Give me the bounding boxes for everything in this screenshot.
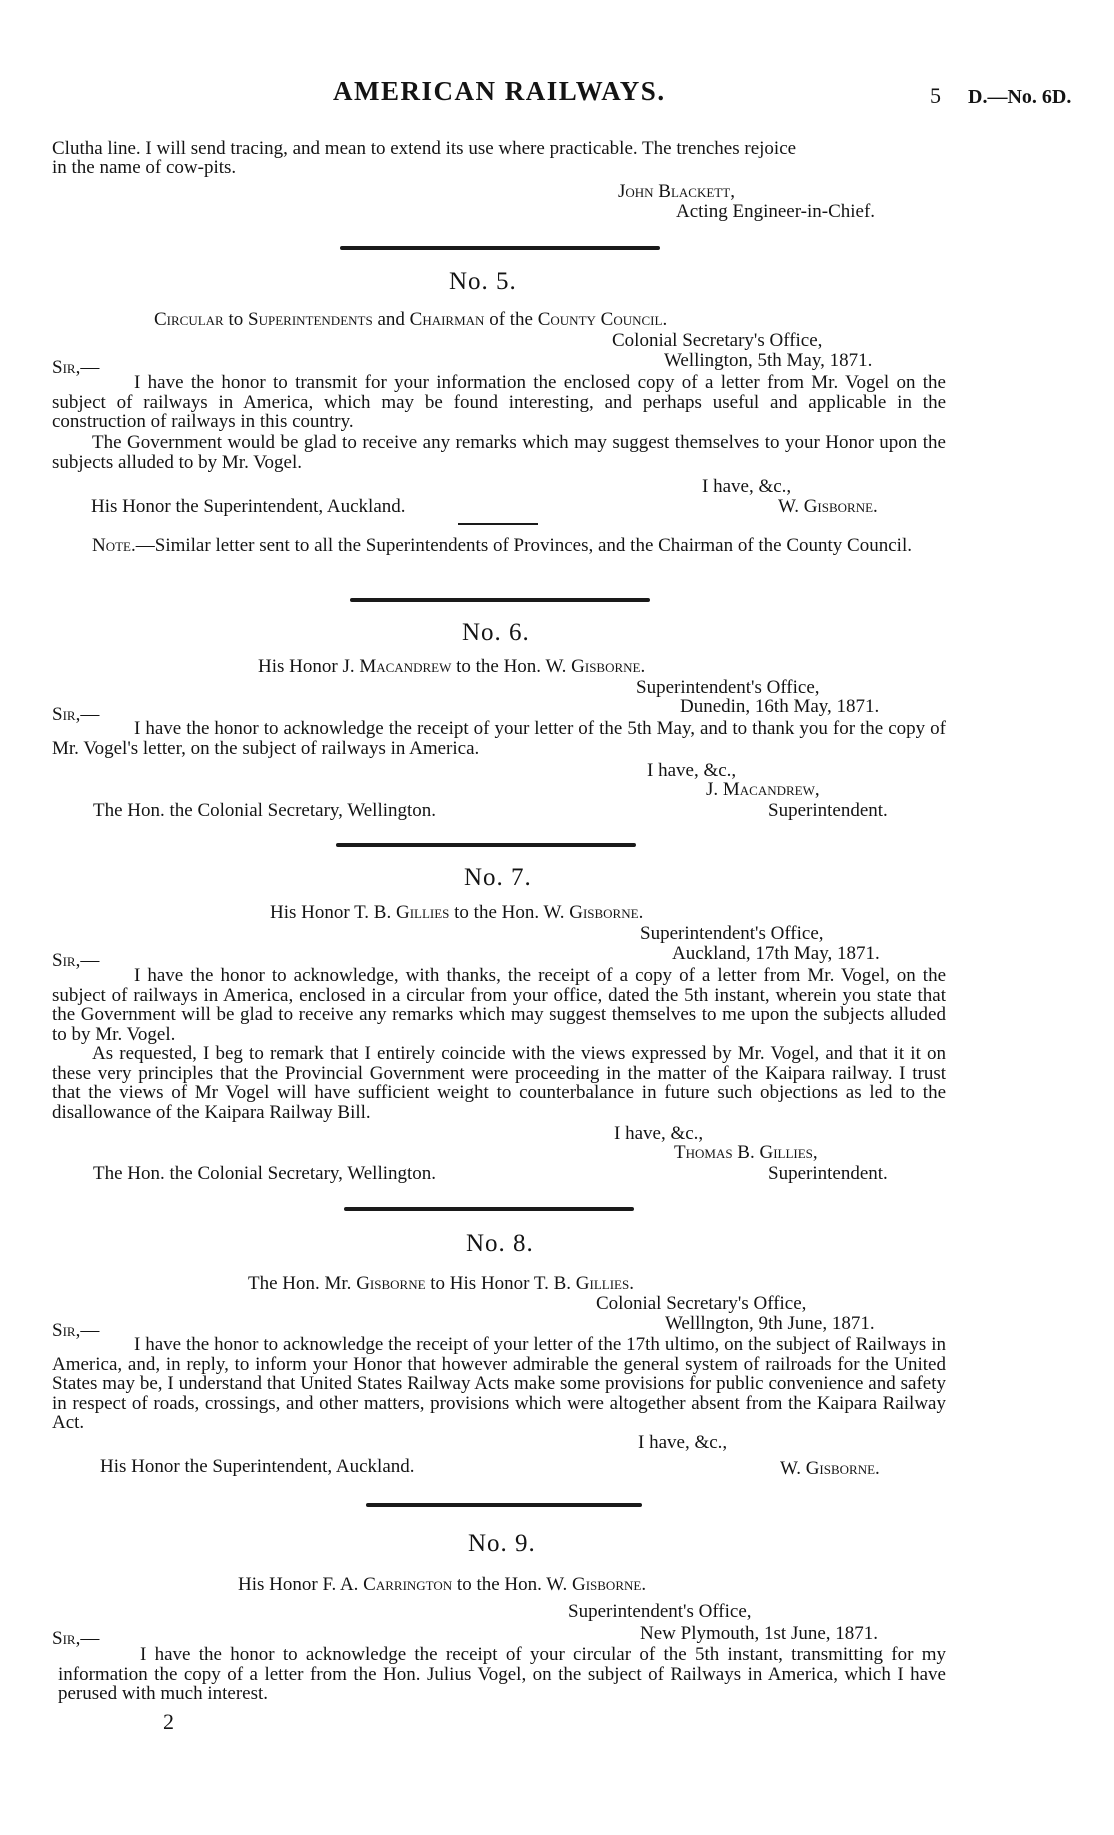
page-title: AMERICAN RAILWAYS.	[333, 76, 666, 106]
note-divider	[458, 523, 538, 525]
letter-paragraph: I have the honor to acknowledge the receipt of your circular of the 5th instant, transmitting for my information the copy of a letter from the Hon. Julius Vogel, on the subject of Railways in America, which I have perused with much interest.	[58, 1644, 946, 1704]
signatory: John Blackett,	[618, 181, 735, 202]
letter-heading: No. 5.	[449, 268, 517, 295]
sender-office: Superintendent's Office,	[640, 923, 824, 944]
salutation: Sir,—	[52, 357, 100, 378]
salutation: Sir,—	[52, 1628, 100, 1649]
closing: I have, &c.,	[614, 1123, 704, 1144]
sender-office: Superintendent's Office,	[568, 1601, 752, 1622]
addressee: The Hon. the Colonial Secretary, Wellington.	[93, 1163, 437, 1184]
section-divider	[350, 598, 650, 602]
letter-heading: No. 8.	[466, 1230, 534, 1257]
letter-paragraph: As requested, I beg to remark that I entirely coincide with the views expressed by Mr. Vogel, and that it it on these very principles that the Provincial Government were proceeding in the matter of the Kaipara railway. I trust that the views of Mr Vogel will have sufficient weight to counterbalance in future such objections as led to the disallowance of the Kaipara Railway Bill.	[52, 1043, 946, 1123]
signatory-title: Superintendent.	[768, 800, 888, 821]
place-date: Wellington, 5th May, 1871.	[664, 350, 873, 371]
section-divider	[336, 843, 636, 847]
addressee: His Honor the Superintendent, Auckland.	[91, 496, 406, 517]
section-divider	[366, 1503, 642, 1507]
signatory: W. Gisborne.	[778, 496, 878, 517]
place-date: New Plymouth, 1st June, 1871.	[640, 1623, 879, 1644]
section-divider	[340, 246, 660, 250]
signatory-title: Acting Engineer-in-Chief.	[676, 201, 876, 222]
addressee: His Honor the Superintendent, Auckland.	[100, 1456, 415, 1477]
section-divider	[344, 1207, 634, 1211]
place-date: Welllngton, 9th June, 1871.	[665, 1313, 875, 1334]
letter-paragraph: I have the honor to acknowledge, with thanks, the receipt of a copy of a letter from Mr. Vogel, on the subject of railways in America, enclosed in a circular from your office, dated the 5th instant, wherein you state that the Government will be glad to receive any remarks which may suggest themselves to me upon the subjects alluded to by Mr. Vogel.	[52, 965, 946, 1045]
continuation-line: in the name of cow-pits.	[52, 157, 237, 178]
place-date: Dunedin, 16th May, 1871.	[680, 696, 880, 717]
addressee: The Hon. the Colonial Secretary, Wellington.	[93, 800, 437, 821]
signatory: W. Gisborne.	[780, 1458, 880, 1479]
sender-office: Superintendent's Office,	[636, 677, 820, 698]
page-number: 5	[930, 83, 941, 108]
letter-subheading: The Hon. Mr. Gisborne to His Honor T. B. Gillies.	[248, 1273, 634, 1294]
letter-heading: No. 6.	[462, 619, 530, 646]
letter-paragraph: I have the honor to acknowledge the receipt of your letter of the 5th May, and to thank you for the copy of Mr. Vogel's letter, on the subject of railways in America.	[52, 718, 946, 759]
letter-subheading: Circular to Superintendents and Chairman of the County Council.	[154, 309, 668, 330]
letter-paragraph: I have the honor to acknowledge the receipt of your letter of the 17th ultimo, on the subject of Railways in America, and, in reply, to inform your Honor that however admirable the general system of railroads for the United States may be, I understand that United States Railway Acts make some provisions for public convenience and safety in respect of roads, crossings, and other matters, provisions which were altogether absent from the Kaipara Railway Act.	[52, 1334, 946, 1433]
document-reference: D.—No. 6D.	[968, 86, 1072, 108]
signatory: J. Macandrew,	[706, 779, 820, 800]
letter-paragraph: The Government would be glad to receive any remarks which may suggest themselves to your Honor upon the subjects alluded to by Mr. Vogel.	[52, 432, 946, 473]
letter-subheading: His Honor F. A. Carrington to the Hon. W. Gisborne.	[238, 1574, 647, 1595]
letter-subheading: His Honor J. Macandrew to the Hon. W. Gisborne.	[258, 656, 646, 677]
closing: I have, &c.,	[647, 760, 737, 781]
signature-mark: 2	[163, 1709, 174, 1734]
closing: I have, &c.,	[702, 476, 792, 497]
place-date: Auckland, 17th May, 1871.	[672, 943, 880, 964]
signatory-title: Superintendent.	[768, 1163, 888, 1184]
sender-office: Colonial Secretary's Office,	[596, 1293, 807, 1314]
letter-paragraph: I have the honor to transmit for your information the enclosed copy of a letter from Mr. Vogel on the subject of railways in America, which may be found interesting, and perhaps useful and applicable in the construction of railways in this country.	[52, 372, 946, 432]
closing: I have, &c.,	[638, 1432, 728, 1453]
sender-office: Colonial Secretary's Office,	[612, 330, 823, 351]
letter-heading: No. 7.	[464, 864, 532, 891]
continuation-line: Clutha line. I will send tracing, and mean to extend its use where practicable. The trenches rejoice	[52, 138, 797, 159]
signatory: Thomas B. Gillies,	[674, 1142, 818, 1163]
note-paragraph: Note.—Similar letter sent to all the Superintendents of Provinces, and the Chairman of the County Council.	[92, 535, 912, 556]
salutation: Sir,—	[52, 1320, 100, 1341]
salutation: Sir,—	[52, 950, 100, 971]
letter-heading: No. 9.	[468, 1530, 536, 1557]
letter-subheading: His Honor T. B. Gillies to the Hon. W. Gisborne.	[270, 902, 644, 923]
salutation: Sir,—	[52, 704, 100, 725]
